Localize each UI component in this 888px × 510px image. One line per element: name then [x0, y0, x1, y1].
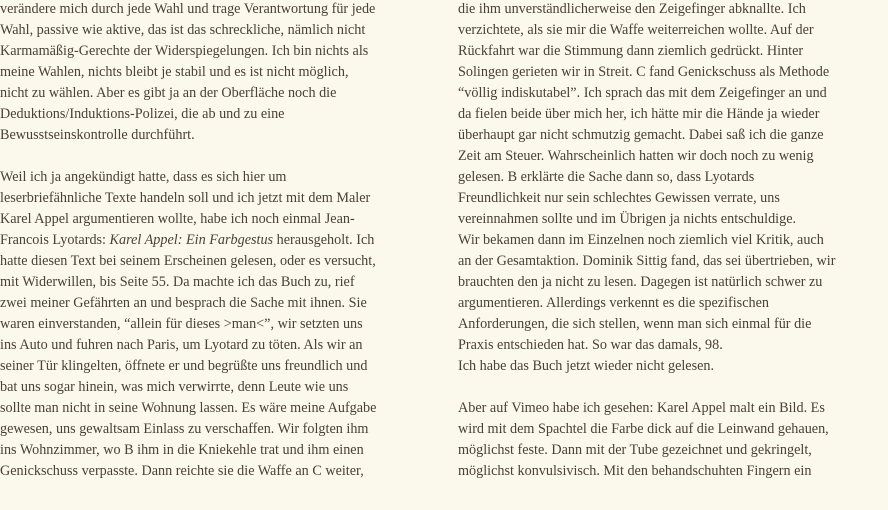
text-line: verzichtete, als sie mir die Waffe weiterreichen wollte. Auf der	[458, 22, 814, 38]
text-line: Wir bekamen dann im Einzelnen noch ziemlich viel Kritik, auch	[458, 232, 824, 248]
paragraph-gap	[0, 146, 432, 167]
text-line: leserbriefähnliche Texte handeln soll und ich jetzt mit dem Maler	[0, 190, 371, 206]
right-column	[458, 0, 888, 482]
text-line: möglichst konvulsivisch. Mit den behandschuhten Fingern ein	[458, 463, 812, 479]
right-paragraph-1	[458, 0, 888, 230]
text-line: Zeit am Steuer. Wahrscheinlich hatten wir doch noch zu wenig	[458, 148, 814, 164]
text-line: brauchten den ja nicht zu lesen. Dagegen ist natürlich schwer zu	[458, 274, 823, 290]
text-line: Anforderungen, die sich stellen, wenn man sich einmal für die	[458, 316, 812, 332]
text-line: Praxis entschieden hat. So war das damals, 98.	[458, 337, 723, 353]
text-line: die ihm unverständlicherweise den Zeigefinger abknallte. Ich	[458, 1, 806, 17]
right-paragraph-4	[458, 398, 888, 482]
text-line: Wahl, passive wie aktive, das ist das schreckliche, nämlich nicht	[0, 22, 366, 38]
text-line: verändere mich durch jede Wahl und trage Verantwortung für jede	[0, 1, 376, 17]
text-line: seiner Tür klingelten, öffnete er und begrüßte uns freundlich und	[0, 358, 368, 374]
text-line: ins Auto und fuhren nach Paris, um Lyotard zu töten. Als wir an	[0, 337, 363, 353]
text-line: hatte diesen Text bei seinem Erscheinen gelesen, oder es versucht,	[0, 253, 376, 269]
text-line: gewesen, uns gewaltsam Einlass zu verschaffen. Wir folgten ihm	[0, 421, 369, 437]
text-line: zwei meiner Gefährten an und besprach die Sache mit ihnen. Sie	[0, 295, 367, 311]
left-paragraph-1	[0, 0, 432, 146]
text-line: meine Wahlen, nichts bleibt je stabil und es ist nicht möglich,	[0, 64, 349, 80]
text-fragment: Francois Lyotards:	[0, 232, 110, 248]
text-line: Solingen gerieten wir in Streit. C fand Genickschuss als Methode	[458, 64, 830, 80]
text-line: gelesen. B erklärte die Sache dann so, dass Lyotards	[458, 169, 755, 185]
text-line: mit Widerwillen, bis Seite 55. Da machte ich das Buch zu, rief	[0, 274, 355, 290]
text-line: “völlig indiskutabel”. Ich sprach das mit dem Zeigefinger an und	[458, 85, 827, 101]
text-line: Aber auf Vimeo habe ich gesehen: Karel Appel malt ein Bild. Es	[458, 400, 825, 416]
text-line: Karel Appel argumentieren wollte, habe ich noch einmal Jean-	[0, 211, 355, 227]
text-line: bat uns sogar hinein, was mich verwirrte, denn Leute wie uns	[0, 379, 349, 395]
text-line: an der Gesamtaktion. Dominik Sittig fand, das sei übertrieben, wir	[458, 253, 836, 269]
right-paragraph-2	[458, 230, 888, 356]
text-line: vereinnahmen sollte und im Übrigen ja nichts entschuldige.	[458, 211, 797, 227]
text-line: Bewusstseinskontrolle durchführt.	[0, 127, 195, 143]
text-line: nicht zu wählen. Aber es gibt ja an der Oberfläche noch die	[0, 85, 337, 101]
left-column	[0, 0, 432, 482]
text-line: Rückfahrt war die Stimmung dann ziemlich gedrückt. Hinter	[458, 43, 804, 59]
text-line: da fielen beide über mich her, ich hätte mir die Hände ja wieder	[458, 106, 820, 122]
text-line: sollte man nicht in seine Wohnung lassen. Es wäre meine Aufgabe	[0, 400, 377, 416]
text-line: waren einverstanden, “allein für dieses >man<”, wir setzten uns	[0, 316, 363, 332]
book-title: Karel Appel: Ein Farbgestus	[109, 232, 274, 248]
text-line: wird mit dem Spachtel die Farbe dick auf die Leinwand gehauen,	[458, 421, 829, 437]
text-line: Ich habe das Buch jetzt wieder nicht gelesen.	[458, 358, 715, 374]
text-line: argumentieren. Allerdings verkennt es die spezifischen	[458, 295, 769, 311]
text-line: Freundlichkeit nur sein schlechtes Gewissen verrate, uns	[458, 190, 780, 206]
text-line: Weil ich ja angekündigt hatte, dass es sich hier um	[0, 169, 287, 185]
text-fragment: herausgeholt. Ich	[273, 232, 375, 248]
text-line	[0, 230, 432, 251]
text-line: möglichst feste. Dann mit der Tube gezeichnet und gekringelt,	[458, 442, 812, 458]
left-paragraph-2	[0, 167, 432, 482]
paragraph-gap	[458, 377, 888, 398]
text-line: Deduktions/Induktions-Polizei, die ab und zu eine	[0, 106, 285, 122]
text-line: Genickschuss verpasste. Dann reichte sie die Waffe an C weiter,	[0, 463, 364, 479]
text-line: ins Wohnzimmer, wo B ihm in die Kniekehle trat und ihm einen	[0, 442, 364, 458]
text-line: überhaupt gar nicht schmutzig gemacht. Dabei saß ich die ganze	[458, 127, 824, 143]
right-paragraph-3	[458, 356, 888, 377]
text-line: Karmamäßig-Gerechte der Widerspiegelungen. Ich bin nichts als	[0, 43, 369, 59]
